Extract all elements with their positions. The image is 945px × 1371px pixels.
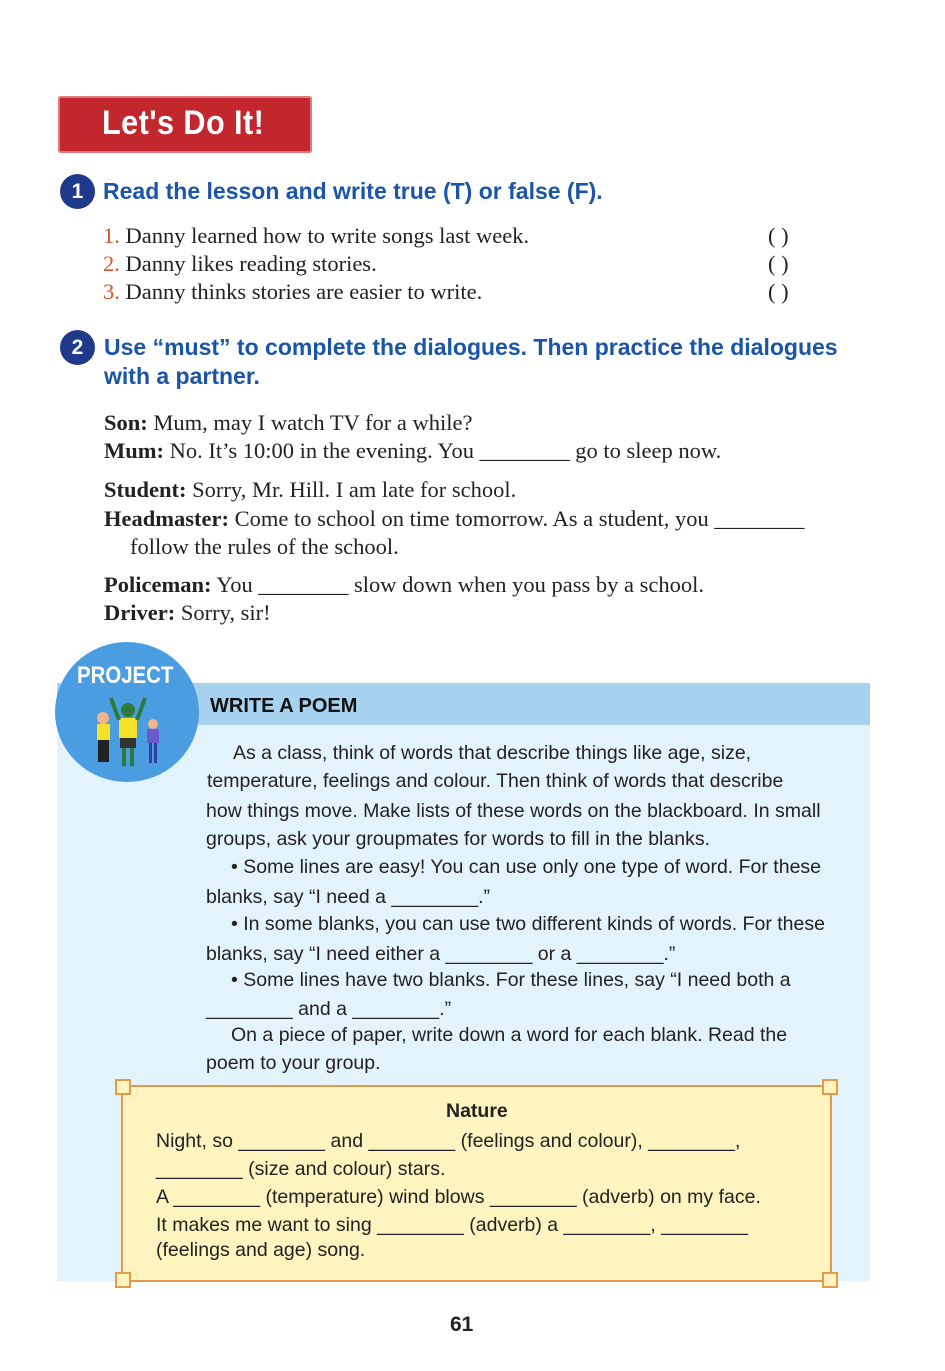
dialogue-line: Policeman: You ________ slow down when you pass by a school. — [104, 572, 704, 597]
project-text-line: ________ and a ________.” — [206, 998, 452, 1020]
section-2-heading: Use “must” to complete the dialogues. Then practice the dialogues — [104, 334, 838, 360]
kids-illustration-icon — [89, 694, 169, 774]
page-number: 61 — [450, 1313, 474, 1336]
dialogue-line: Headmaster: Come to school on time tomorrow. As a student, you ________ — [104, 506, 805, 531]
section-2-heading-cont: with a partner. — [104, 363, 260, 389]
section-1-heading: Read the lesson and write true (T) or false (F). — [103, 178, 603, 204]
section-1-number: 1 — [60, 174, 95, 209]
project-text-line: • Some lines are easy! You can use only one type of word. For these — [231, 856, 822, 878]
corner-ornament — [115, 1272, 131, 1288]
corner-ornament — [115, 1079, 131, 1095]
dialogue-line: Student: Sorry, Mr. Hill. I am late for school. — [104, 477, 517, 502]
project-text-line: temperature, feelings and colour. Then think of words that describe — [207, 770, 784, 792]
section-2-number: 2 — [60, 330, 95, 365]
poem-line: A ________ (temperature) wind blows ________ (adverb) on my face. — [156, 1186, 761, 1208]
lets-do-it-banner — [58, 96, 312, 153]
tf-item: 1. Danny learned how to write songs last week. — [103, 223, 530, 248]
dialogue-line: Driver: Sorry, sir! — [104, 600, 271, 625]
dialogue-line: follow the rules of the school. — [130, 534, 399, 559]
dialogue-line: Mum: No. It’s 10:00 in the evening. You ________ go to sleep now. — [104, 438, 722, 463]
poem-line: ________ (size and colour) stars. — [156, 1158, 446, 1180]
project-text-line: As a class, think of words that describe things like age, size, — [233, 742, 752, 764]
tf-item: 3. Danny thinks stories are easier to write. — [103, 279, 483, 304]
project-title: WRITE A POEM — [210, 695, 358, 717]
project-text-line: On a piece of paper, write down a word for each blank. Read the — [231, 1024, 788, 1046]
poem-line: Night, so ________ and ________ (feelings and colour), ________, — [156, 1130, 741, 1152]
tf-answer-blank[interactable]: ( ) — [768, 251, 789, 276]
tf-answer-blank[interactable]: ( ) — [768, 223, 789, 248]
banner-title: Let's Do It! — [102, 104, 265, 142]
tf-item: 2. Danny likes reading stories. — [103, 251, 377, 276]
project-text-line: blanks, say “I need either a ________ or a ________.” — [206, 943, 676, 965]
project-text-line: poem to your group. — [206, 1052, 381, 1074]
poem-line: (feelings and age) song. — [156, 1239, 366, 1261]
corner-ornament — [822, 1272, 838, 1288]
dialogue-line: Son: Mum, may I watch TV for a while? — [104, 410, 473, 435]
poem-line: It makes me want to sing ________ (adverb) a ________, ________ — [156, 1214, 748, 1236]
corner-ornament — [822, 1079, 838, 1095]
project-text-line: groups, ask your groupmates for words to fill in the blanks. — [206, 828, 710, 850]
project-text-line: blanks, say “I need a ________.” — [206, 886, 491, 908]
project-text-line: • Some lines have two blanks. For these lines, say “I need both a — [231, 969, 791, 991]
poem-title: Nature — [446, 1100, 508, 1122]
tf-answer-blank[interactable]: ( ) — [768, 279, 789, 304]
project-label: PROJECT — [77, 662, 174, 689]
project-text-line: how things move. Make lists of these words on the blackboard. In small — [206, 800, 821, 822]
project-text-line: • In some blanks, you can use two different kinds of words. For these — [231, 913, 825, 935]
project-badge — [55, 642, 199, 782]
